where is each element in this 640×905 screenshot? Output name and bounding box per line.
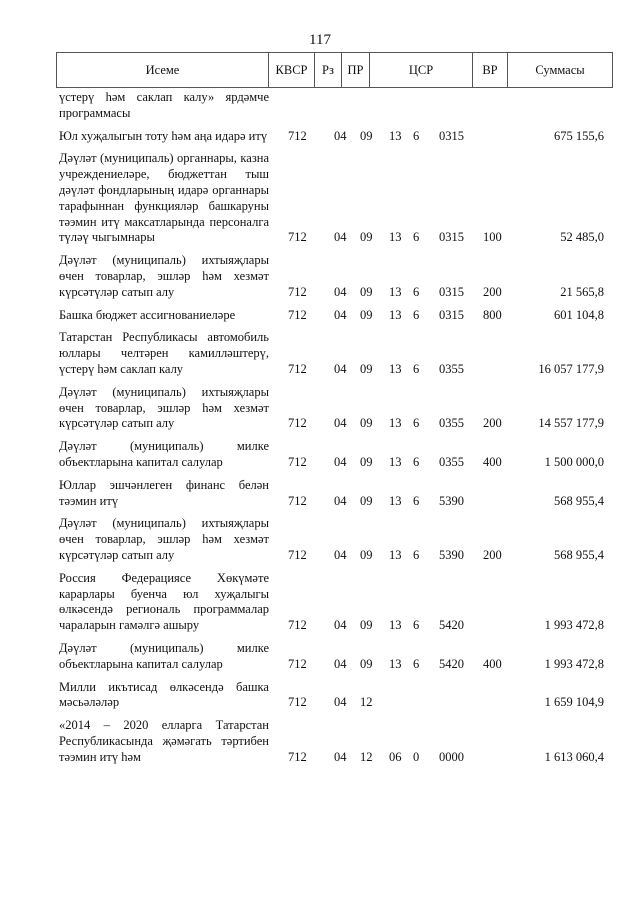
row-csr-3: 0315 [439,128,464,143]
table-body [56,90,612,772]
header-sum: Суммасы [508,53,613,88]
row-name: Башка бюджет ассигнованиеләре [59,307,236,322]
table-row [56,439,612,471]
row-csr-1: 13 [389,493,402,508]
row-pr: 09 [360,493,373,508]
row-name: Юллар эшчәнлеген финанс белән тәэмин итү [59,477,269,508]
table-row [56,385,612,432]
row-pr: 12 [360,749,373,764]
row-csr-3: 0355 [439,416,464,431]
row-name: Дәүләт (муниципаль) ихтыяҗлары өчен товарлар, эшләр һәм хезмәт күрсәтүләр сатып алу [59,384,269,431]
row-sum: 14 557 177,9 [538,416,604,431]
header-kvsr: КВСР [269,53,315,88]
row-csr-1: 13 [389,307,402,322]
row-kvsr: 712 [288,656,307,671]
row-csr-1: 13 [389,284,402,299]
row-csr-2: 6 [413,493,420,508]
row-vr: 100 [483,230,502,245]
row-kvsr: 712 [288,230,307,245]
row-csr-2: 6 [413,284,420,299]
row-rz: 04 [334,230,347,245]
row-pr: 09 [360,618,373,633]
table-row [56,478,612,510]
table-row [56,129,612,145]
row-csr-2: 0 [413,749,420,764]
row-sum: 568 955,4 [554,493,604,508]
row-pr: 09 [360,416,373,431]
row-rz: 04 [334,493,347,508]
table-row [56,308,612,324]
row-name: Татарстан Республикасы автомобиль юллары челтәрен камилләштерү, үстерү һәм саклап калу [59,330,269,376]
row-sum: 568 955,4 [554,547,604,562]
row-name: Дәүләт (муниципаль) милке объектларына капитал салулар [59,640,269,671]
row-rz: 04 [334,454,347,469]
row-rz: 04 [334,656,347,671]
row-kvsr: 712 [288,547,307,562]
table-row [56,571,612,634]
table-row [56,90,612,122]
row-vr: 200 [483,416,502,431]
table-row [56,151,612,246]
row-rz: 04 [334,618,347,633]
row-vr: 800 [483,307,502,322]
row-csr-3: 0355 [439,361,464,376]
row-pr: 09 [360,656,373,671]
row-kvsr: 712 [288,284,307,299]
row-csr-1: 13 [389,656,402,671]
row-sum: 1 993 472,8 [544,618,604,633]
header-pr: ПР [342,53,370,88]
row-pr: 09 [360,284,373,299]
row-pr: 09 [360,230,373,245]
table-row [56,253,612,300]
row-rz: 04 [334,128,347,143]
row-rz: 04 [334,361,347,376]
row-sum: 21 565,8 [560,284,604,299]
row-kvsr: 712 [288,128,307,143]
row-name: Милли икътисад өлкәсендә башка мәсьәләләр [59,679,269,710]
row-name: Дәүләт (муниципаль) ихтыяҗлары өчен товарлар, эшләр һәм хезмәт күрсәтүләр сатып алу [59,253,269,299]
row-name: Россия Федерациясе Хөкүмәте карарлары буенча юл хуҗалыгы өлкәсендә региональ программалар чараларын гамәлгә ашыру [59,570,269,633]
row-csr-1: 13 [389,618,402,633]
row-csr-2: 6 [413,656,420,671]
row-kvsr: 712 [288,454,307,469]
row-csr-3: 5420 [439,656,464,671]
row-name: Юл хуҗалыгын тоту һәм аңа идарә итү [59,128,268,143]
row-csr-1: 13 [389,361,402,376]
row-name: Дәүләт (муниципаль) милке объектларына капитал салулар [59,439,269,469]
row-sum: 675 155,6 [554,128,604,143]
row-kvsr: 712 [288,416,307,431]
row-csr-2: 6 [413,230,420,245]
row-pr: 09 [360,454,373,469]
row-name: Дәүләт (муниципаль) органнары, казна учреждениеләре, бюджеттан тыш дәүләт фондларының идарә органнары тарафыннан функцияләр башкаруны тәэмин итү максатларында персоналга түләү чыгымнары [59,151,269,245]
row-rz: 04 [334,416,347,431]
row-rz: 04 [334,547,347,562]
row-csr-3: 0315 [439,307,464,322]
row-pr: 12 [360,695,373,710]
row-csr-3: 0000 [439,749,464,764]
header-vr: ВР [473,53,508,88]
row-sum: 1 993 472,8 [544,656,604,671]
table-row [56,641,612,673]
row-vr: 400 [483,454,502,469]
row-sum: 16 057 177,9 [538,361,604,376]
row-pr: 09 [360,307,373,322]
header-rz: Рз [315,53,342,88]
row-csr-3: 5420 [439,618,464,633]
row-csr-1: 13 [389,230,402,245]
row-name: «2014 – 2020 елларга Татарстан Республикасында җәмәгать тәртибен тәэмин итү һәм [59,718,269,764]
row-vr: 200 [483,547,502,562]
row-kvsr: 712 [288,695,307,710]
row-name: үстерү һәм саклап калу» ярдәмче программасы [59,90,269,120]
row-sum: 601 104,8 [554,307,604,322]
row-csr-2: 6 [413,128,420,143]
row-pr: 09 [360,361,373,376]
row-sum: 1 500 000,0 [544,454,604,469]
row-kvsr: 712 [288,307,307,322]
row-csr-3: 0315 [439,284,464,299]
header-csr: ЦСР [370,53,473,88]
row-name: Дәүләт (муниципаль) ихтыяҗлары өчен товарлар, эшләр һәм хезмәт күрсәтүләр сатып алу [59,516,269,562]
row-csr-3: 5390 [439,493,464,508]
row-csr-3: 0315 [439,230,464,245]
row-csr-2: 6 [413,416,420,431]
row-kvsr: 712 [288,618,307,633]
page-number: 117 [309,32,331,48]
row-csr-2: 6 [413,454,420,469]
table-row [56,718,612,765]
row-sum: 1 613 060,4 [544,749,604,764]
row-csr-2: 6 [413,618,420,633]
table-row [56,516,612,563]
row-csr-2: 6 [413,307,420,322]
row-rz: 04 [334,695,347,710]
row-pr: 09 [360,128,373,143]
row-csr-1: 13 [389,454,402,469]
row-vr: 400 [483,656,502,671]
row-csr-1: 13 [389,547,402,562]
row-csr-1: 06 [389,749,402,764]
row-pr: 09 [360,547,373,562]
row-vr: 200 [483,284,502,299]
row-csr-1: 13 [389,128,402,143]
row-rz: 04 [334,749,347,764]
header-name: Исеме [57,53,269,88]
row-csr-3: 5390 [439,547,464,562]
table-header [56,52,613,88]
row-kvsr: 712 [288,361,307,376]
table-row [56,330,612,377]
row-rz: 04 [334,307,347,322]
row-csr-2: 6 [413,547,420,562]
row-rz: 04 [334,284,347,299]
row-kvsr: 712 [288,493,307,508]
row-csr-2: 6 [413,361,420,376]
row-sum: 52 485,0 [560,230,604,245]
row-sum: 1 659 104,9 [544,695,604,710]
table-row [56,680,612,712]
row-csr-3: 0355 [439,454,464,469]
row-csr-1: 13 [389,416,402,431]
row-kvsr: 712 [288,749,307,764]
